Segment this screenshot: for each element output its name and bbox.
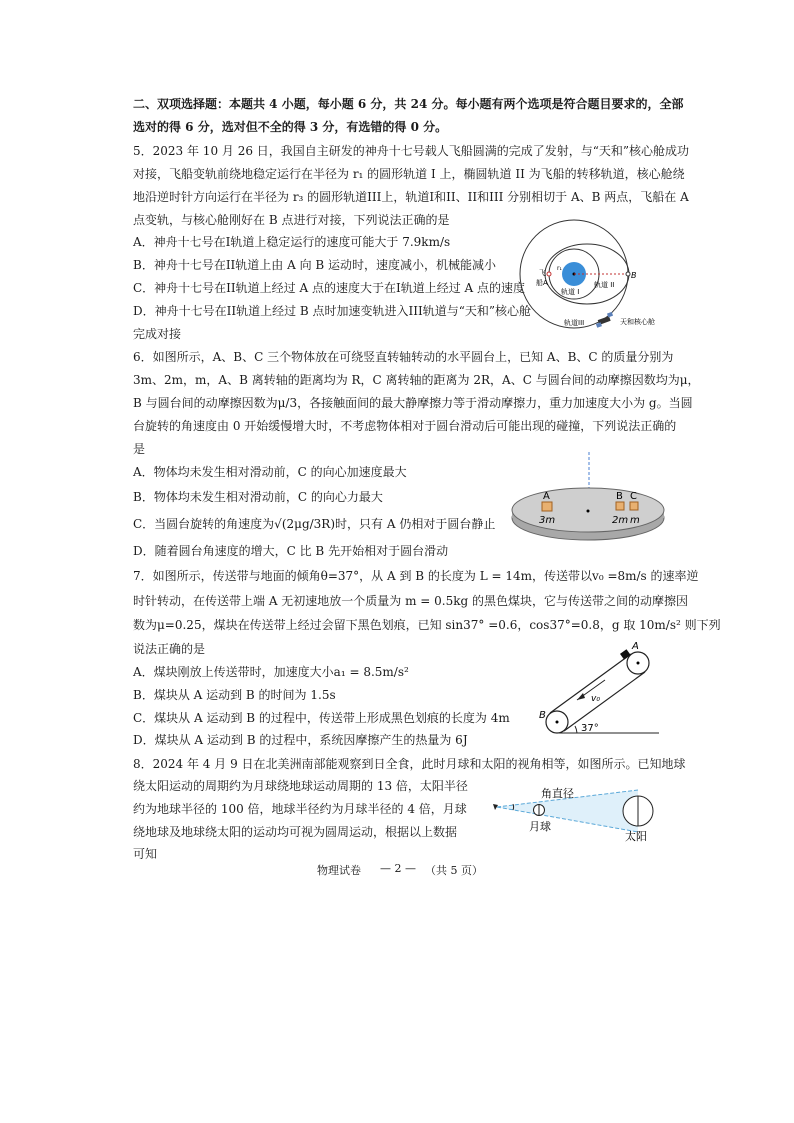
q7-option-c: C．煤块从 A 运动到 B 的过程中，传送带上形成黑色划痕的长度为 4m [133,711,510,725]
q8-stem-line: 绕地球及地球绕太阳的运动均可视为圆周运动，根据以上数据 [133,825,458,839]
ship-label: 飞 [539,269,546,277]
eclipse-diagram [475,784,665,844]
footer-subject: 物理试卷 [317,864,361,877]
q6-option-c: C．当圆台旋转的角速度为√(2μg/3R)时，只有 A 仍相对于圆台静止 [133,517,496,531]
coal-block [620,649,631,659]
q7-stem-line: 数为μ=0.25，煤块在传送带上经过会留下黑色划痕，已知 sin37° =0.6，cos37°=0.8，g 取 10m/s² 则下列 [133,618,721,632]
conveyor-diagram [535,640,667,742]
label-b: B [539,710,546,721]
q6-option-a: A．物体均未发生相对滑动前，C 的向心加速度最大 [133,465,407,479]
q6-option-b: B．物体均未发生相对滑动前，C 的向心力最大 [133,490,383,504]
q8-stem-line: 绕太阳运动的周期约为月球绕地球运动周期的 13 倍，太阳半径 [133,779,468,793]
r1-label: r₁ [557,265,562,272]
q5-stem-line: 5．2023 年 10 月 26 日，我国自主研发的神舟十七号载人飞船圆满的完成了发射，与“天和”核心舱成功 [133,144,690,158]
q6-stem-line: 6．如图所示，A、B、C 三个物体放在可绕竖直转轴转动的水平圆台上，已知 A、B、C 的质量分别为 [133,350,674,364]
turntable-diagram [508,452,668,552]
q5-stem-line: 对接，飞船变轨前绕地稳定运行在半径为 r₁ 的圆形轨道 I 上，椭圆轨道 II 为飞船的转移轨道，核心舱绕 [133,167,685,181]
block-b [616,502,624,510]
label-a: A [543,491,550,502]
q7-stem-line: 说法正确的是 [133,642,206,656]
block-c [630,502,638,510]
q7-option-d: D．煤块从 A 运动到 B 的过程中，系统因摩擦产生的热量为 6J [133,733,468,747]
block-a [542,502,552,511]
q6-stem-line: 是 [133,442,146,456]
q5-option-a: A．神舟十七号在I轨道上稳定运行的速度可能大于 7.9km/s [133,235,451,249]
q7-option-a: A．煤块刚放上传送带时，加速度大小a₁ = 8.5m/s² [133,665,409,679]
angle-label: 37° [581,723,599,734]
q8-stem-line: 约为地球半径的 100 倍，地球半径约为月球半径的 4 倍，月球 [133,802,467,816]
q8-stem-line: 可知 [133,847,158,861]
q6-stem-line: 3m、2m，m，A、B 离转轴的距离均为 R，C 离转轴的距离为 2R，A、C 与圆台间的动摩擦因数均为μ， [133,373,700,387]
ship-label-2: 船A [536,279,548,287]
label-b: B [616,491,623,502]
q5-option-c: C．神舟十七号在II轨道上经过 A 点的速度大于在I轨道上经过 A 点的速度 [133,281,525,295]
q5-option-b: B．神舟十七号在II轨道上由 A 向 B 运动时，速度减小，机械能减小 [133,258,497,272]
angular-diameter-label: 角直径 [541,787,574,800]
orbit-diagram [512,218,672,340]
section-title: 二、双项选择题：本题共 4 小题，每小题 6 分，共 24 分。每小题有两个选项是符合题目要求的，全部 [133,97,684,111]
label-a: A [632,641,639,652]
q5-stem-line: 点变轨，与核心舱刚好在 B 点进行对接，下列说法正确的是 [133,213,450,227]
q7-stem-line: 时针转动，在传送带上端 A 无初速地放一个质量为 m = 0.5kg 的黑色煤块，它与传送带之间的动摩擦因 [133,594,689,608]
core-module-icon [596,312,613,328]
q5-option-d-cont: 完成对接 [133,327,182,341]
q5-option-d: D．神舟十七号在II轨道上经过 B 点时加速变轨进入III轨道与“天和”核心舱 [133,304,532,318]
footer-page-number: — 2 — [380,862,416,875]
mass-c: m [630,515,640,526]
moon-label: 月球 [529,820,551,833]
section-title-cont: 选对的得 6 分，选对但不全的得 3 分，有选错的得 0 分。 [133,120,448,134]
q8-stem-line: 8．2024 年 4 月 9 日在北美洲南部能观察到日全食，此时月球和太阳的视角相等，如图所示。已知地球 [133,757,686,771]
track1-label: 轨道 I [561,288,580,296]
point-b-label: B [631,271,637,280]
q7-stem-line: 7．如图所示，传送带与地面的倾角θ=37°，从 A 到 B 的长度为 L = 14m，传送带以v₀ =8m/s 的速率逆 [133,569,699,583]
q5-stem-line: 地沿逆时针方向运行在半径为 r₃ 的圆形轨道III上，轨道I和II、II和III 分别相切于 A、B 两点，飞船在 A [133,190,689,204]
track3-label: 轨道III [564,319,585,327]
core-label: 天和核心舱 [620,318,655,326]
mass-b: 2m [612,515,629,526]
q7-option-b: B．煤块从 A 运动到 B 的时间为 1.5s [133,688,336,702]
track2-label: 轨道 II [594,281,615,289]
sun-label: 太阳 [625,830,647,843]
q6-stem-line: B 与圆台间的动摩擦因数为μ/3，各接触面间的最大静摩擦力等于滑动摩擦力，重力加速度大小为 g。当圆 [133,396,693,410]
label-c: C [630,491,637,502]
velocity-label: v₀ [591,694,600,704]
q6-option-d: D．随着圆台角速度的增大，C 比 B 先开始相对于圆台滑动 [133,544,449,558]
footer-total-pages: （共 5 页） [425,864,483,877]
mass-a: 3m [539,515,556,526]
q6-stem-line: 台旋转的角速度由 0 开始缓慢增大时，不考虑物体相对于圆台滑动后可能出现的碰撞，下列说法正确的 [133,419,677,433]
